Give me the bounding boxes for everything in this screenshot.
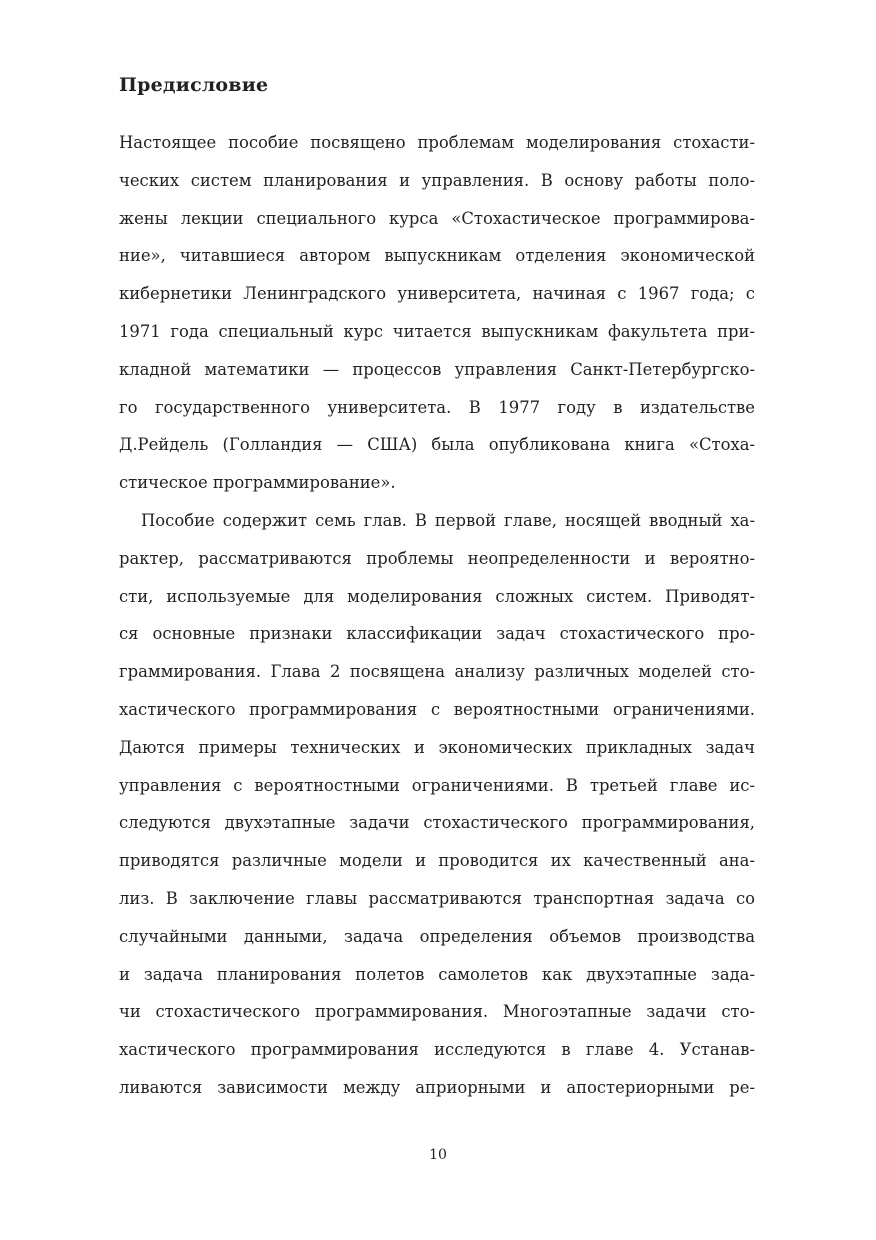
paragraph-1 [119,124,755,502]
text-line: ческих систем планирования и управления. В основу работы поло- [119,170,755,190]
text-line: ливаются зависимости между априорными и апостериорными ре- [119,1077,755,1097]
text-line: го государственного университета. В 1977 году в издательстве [119,397,755,417]
text-line: следуются двухэтапные задачи стохастического программирования, [119,813,755,833]
text-line: 1971 года специальный курс читается выпускникам факультета при- [119,321,755,341]
text-line: хастического программирования с вероятностными ограничениями. [119,699,755,719]
text-line: приводятся различные модели и проводится их качественный ана- [119,851,755,871]
text-line: ние», читавшиеся автором выпускникам отделения экономической [119,246,755,266]
paragraph-2 [119,502,755,1107]
text-line: случайными данными, задача определения объемов производства [119,926,755,946]
text-line: кладной математики — процессов управления Санкт-Петербургско- [119,359,755,379]
text-line: хастического программирования исследуются в главе 4. Устанав- [119,1040,755,1060]
text-line: управления с вероятностными ограничениями. В третьей главе ис- [119,775,755,795]
text-line: Пособие содержит семь глав. В первой главе, носящей вводный ха- [141,510,755,530]
text-line: ся основные признаки классификации задач стохастического про- [119,624,755,644]
text-line: чи стохастического программирования. Многоэтапные задачи сто- [119,1002,755,1022]
text-line: Настоящее пособие посвящено проблемам моделирования стохасти- [119,133,755,152]
page-body [119,68,755,1107]
text-line: Даются примеры технических и экономических прикладных задач [119,737,755,757]
text-line: кибернетики Ленинградского университета, начиная с 1967 года; с [119,284,755,304]
section-heading: Предисловие [119,74,269,96]
text-line: Д.Рейдель (Голландия — США) была опубликована книга «Стоха- [119,435,755,455]
text-line: граммирования. Глава 2 посвящена анализу различных моделей сто- [119,662,755,682]
text-line: и задача планирования полетов самолетов как двухэтапные зада- [119,964,755,984]
text-line: рактер, рассматриваются проблемы неопределенности и вероятно- [119,548,755,568]
text-line: стическое программирование». [119,473,396,493]
text-line: жены лекции специального курса «Стохастическое программирова- [119,208,755,228]
text-line: сти, используемые для моделирования сложных систем. Приводят- [119,586,755,606]
text-line: лиз. В заключение главы рассматриваются транспортная задача со [119,888,755,908]
page-number: 10 [429,1147,447,1163]
